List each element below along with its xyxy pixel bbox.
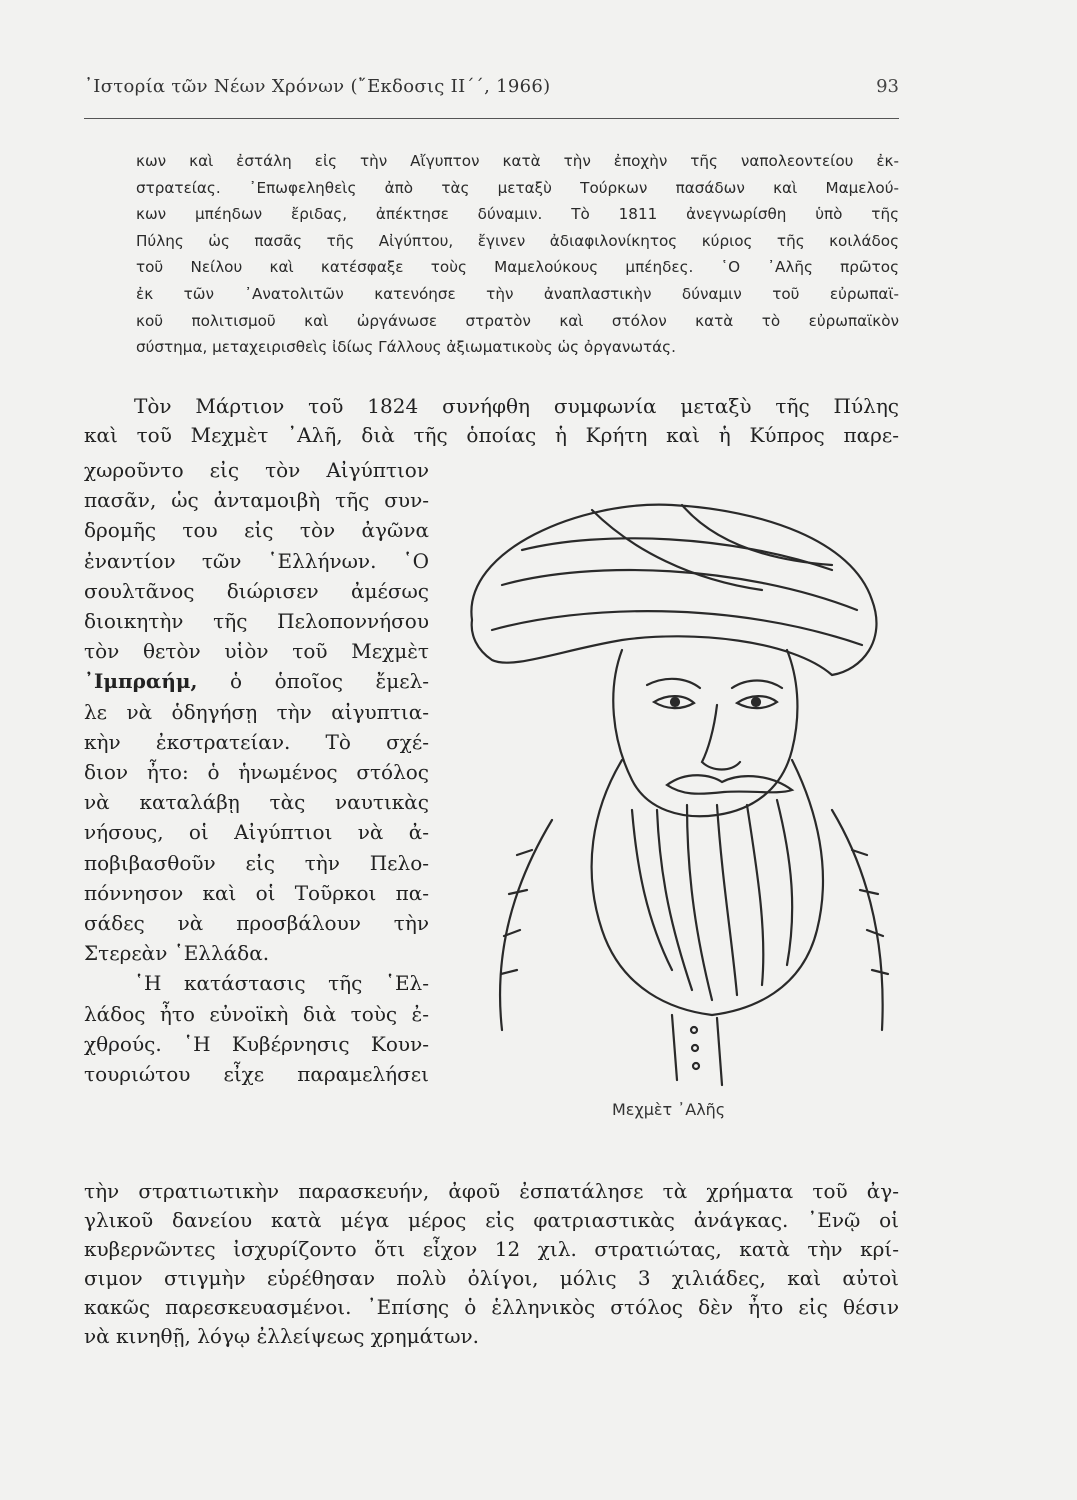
text-line: λε νὰ ὁδηγήσῃ τὴν αἰγυπτια-: [84, 699, 429, 724]
text-line: ποβιβασθοῦν εἰς τὴν Πελο-: [84, 850, 429, 875]
text-line: Πύλης ὡς πασᾶς τῆς Αἰγύπτου, ἔγινεν ἀδιαφιλονίκητος κύριος τῆς κοιλάδος: [136, 231, 899, 250]
text-line: χωροῦντο εἰς τὸν Αἰγύπτιον: [84, 458, 429, 482]
text-line: κοῦ πολιτισμοῦ καὶ ὠργάνωσε στρατὸν καὶ στόλον κατὰ τὸ εὐρωπαϊκὸν: [136, 311, 899, 330]
text-line: νήσους, οἱ Αἰγύπτιοι νὰ ἀ-: [84, 820, 429, 845]
text-line: νὰ κινηθῇ, λόγῳ ἐλλείψεως χρημάτων.: [84, 1324, 480, 1348]
text-line: κυβερνῶντες ἰσχυρίζοντο ὅτι εἶχον 12 χιλ. στρατιώτας, κατὰ τὴν κρί-: [84, 1237, 899, 1261]
text-line: πόννησον καὶ οἱ Τοῦρκοι πα-: [84, 880, 429, 905]
moustache: [667, 775, 792, 794]
text-line: Τὸν Μάρτιον τοῦ 1824 συνήφθη συμφωνία μεταξὺ τῆς Πύλης: [134, 394, 899, 418]
fur-collar: [500, 810, 883, 1030]
ibrahim-name: ᾿Ιμπραήμ,: [84, 669, 198, 694]
text-line: στρατείας. ᾿Επωφεληθεὶς ἀπὸ τὰς μεταξὺ Τούρκων πασάδων καὶ Μαμελού-: [136, 178, 899, 197]
running-header: [84, 76, 899, 116]
ibrahim-line-rest: ὁ ὁποῖος ἔμελ-: [197, 669, 429, 694]
book-title-header: ᾿Ιστορία τῶν Νέων Χρόνων (῎Εκδοσις ΙΙ΄΄, 1966): [84, 76, 551, 97]
text-line: κὴν ἐκστρατείαν. Τὸ σχέ-: [84, 729, 429, 754]
text-line: ῾Η κατάστασις τῆς ῾Ελ-: [134, 971, 429, 996]
text-line: [84, 666, 429, 696]
text-line: ἐναντίον τῶν ῾Ελλήνων. ῾Ο: [84, 548, 429, 573]
text-line: κων καὶ ἐστάλη εἰς τὴν Αἴγυπτον κατὰ τὴν ἐποχὴν τῆς ναπολεοντείου ἐκ-: [136, 152, 899, 170]
text-line: σάδες νὰ προσβάλουν τὴν: [84, 911, 429, 936]
text-line: τουριώτου εἶχε παραμελήσει: [84, 1062, 429, 1087]
text-line: τὸν θετὸν υἱὸν τοῦ Μεχμὲτ: [84, 639, 429, 664]
text-line: ἐκ τῶν ᾿Ανατολιτῶν κατενόησε τὴν ἀναπλαστικὴν δύναμιν τοῦ εὐρωπαϊ-: [136, 284, 899, 303]
text-line: κακῶς παρεσκευασμένοι. ᾿Επίσης ὁ ἑλληνικὸς στόλος δὲν ἦτο εἰς θέσιν: [84, 1295, 899, 1319]
paragraph-bottom: [84, 1177, 899, 1351]
turban: [471, 505, 876, 675]
small-print-paragraph: [136, 148, 899, 361]
text-line: γλικοῦ δανείου κατὰ μέγα μέρος εἰς φατριαστικὰς ἀνάγκας. ᾿Ενῷ οἱ: [84, 1208, 899, 1232]
text-line: σουλτᾶνος διώρισεν ἀμέσως: [84, 578, 429, 603]
text-line: Στερεὰν ῾Ελλάδα.: [84, 941, 270, 966]
text-line: χθρούς. ῾Η Κυβέρνησις Κουν-: [84, 1031, 429, 1056]
paragraph-march-1824: [84, 392, 899, 450]
narrow-column-text: [84, 455, 429, 1089]
portrait-illustration: [432, 490, 932, 1090]
text-line: σιμον στιγμὴν εὑρέθησαν πολὺ ὀλίγοι, μόλις 3 χιλιάδες, καὶ αὐτοὶ: [84, 1266, 899, 1290]
header-rule: [84, 118, 899, 119]
text-line: λάδος ἦτο εὐνοϊκὴ διὰ τοὺς ἐ-: [84, 1001, 429, 1026]
page-number: 93: [876, 76, 899, 97]
text-line: πασᾶν, ὡς ἀνταμοιβὴ τῆς συν-: [84, 488, 429, 513]
text-line: διον ἦτο: ὁ ἡνωμένος στόλος: [84, 760, 429, 785]
text-line: σύστημα, μεταχειρισθεὶς ἰδίως Γάλλους ἀξιωματικοὺς ὡς ὀργανωτάς.: [136, 338, 676, 357]
text-line: νὰ καταλάβῃ τὰς ναυτικὰς: [84, 790, 429, 815]
text-line: τὴν στρατιωτικὴν παρασκευήν, ἀφοῦ ἐσπατάλησε τὰ χρήματα τοῦ ἀγ-: [84, 1179, 899, 1203]
text-line: δρομῆς του εἰς τὸν ἀγῶνα: [84, 518, 429, 543]
text-line: διοικητὴν τῆς Πελοποννήσου: [84, 609, 429, 634]
text-line: τοῦ Νείλου καὶ κατέσφαξε τοὺς Μαμελούκους μπέηδες. ῾Ο ᾿Αλῆς πρῶτος: [136, 258, 899, 277]
text-line: καὶ τοῦ Μεχμὲτ ᾿Αλῆ, διὰ τῆς ὁποίας ἡ Κρήτη καὶ ἡ Κύπρος παρε-: [84, 423, 899, 447]
portrait-caption: Μεχμὲτ ᾿Αλῆς: [612, 1100, 726, 1119]
text-line: κων μπέηδων ἔριδας, ἀπέκτησε δύναμιν. Τὸ 1811 ἀνεγνωρίσθη ὑπὸ τῆς: [136, 205, 899, 224]
